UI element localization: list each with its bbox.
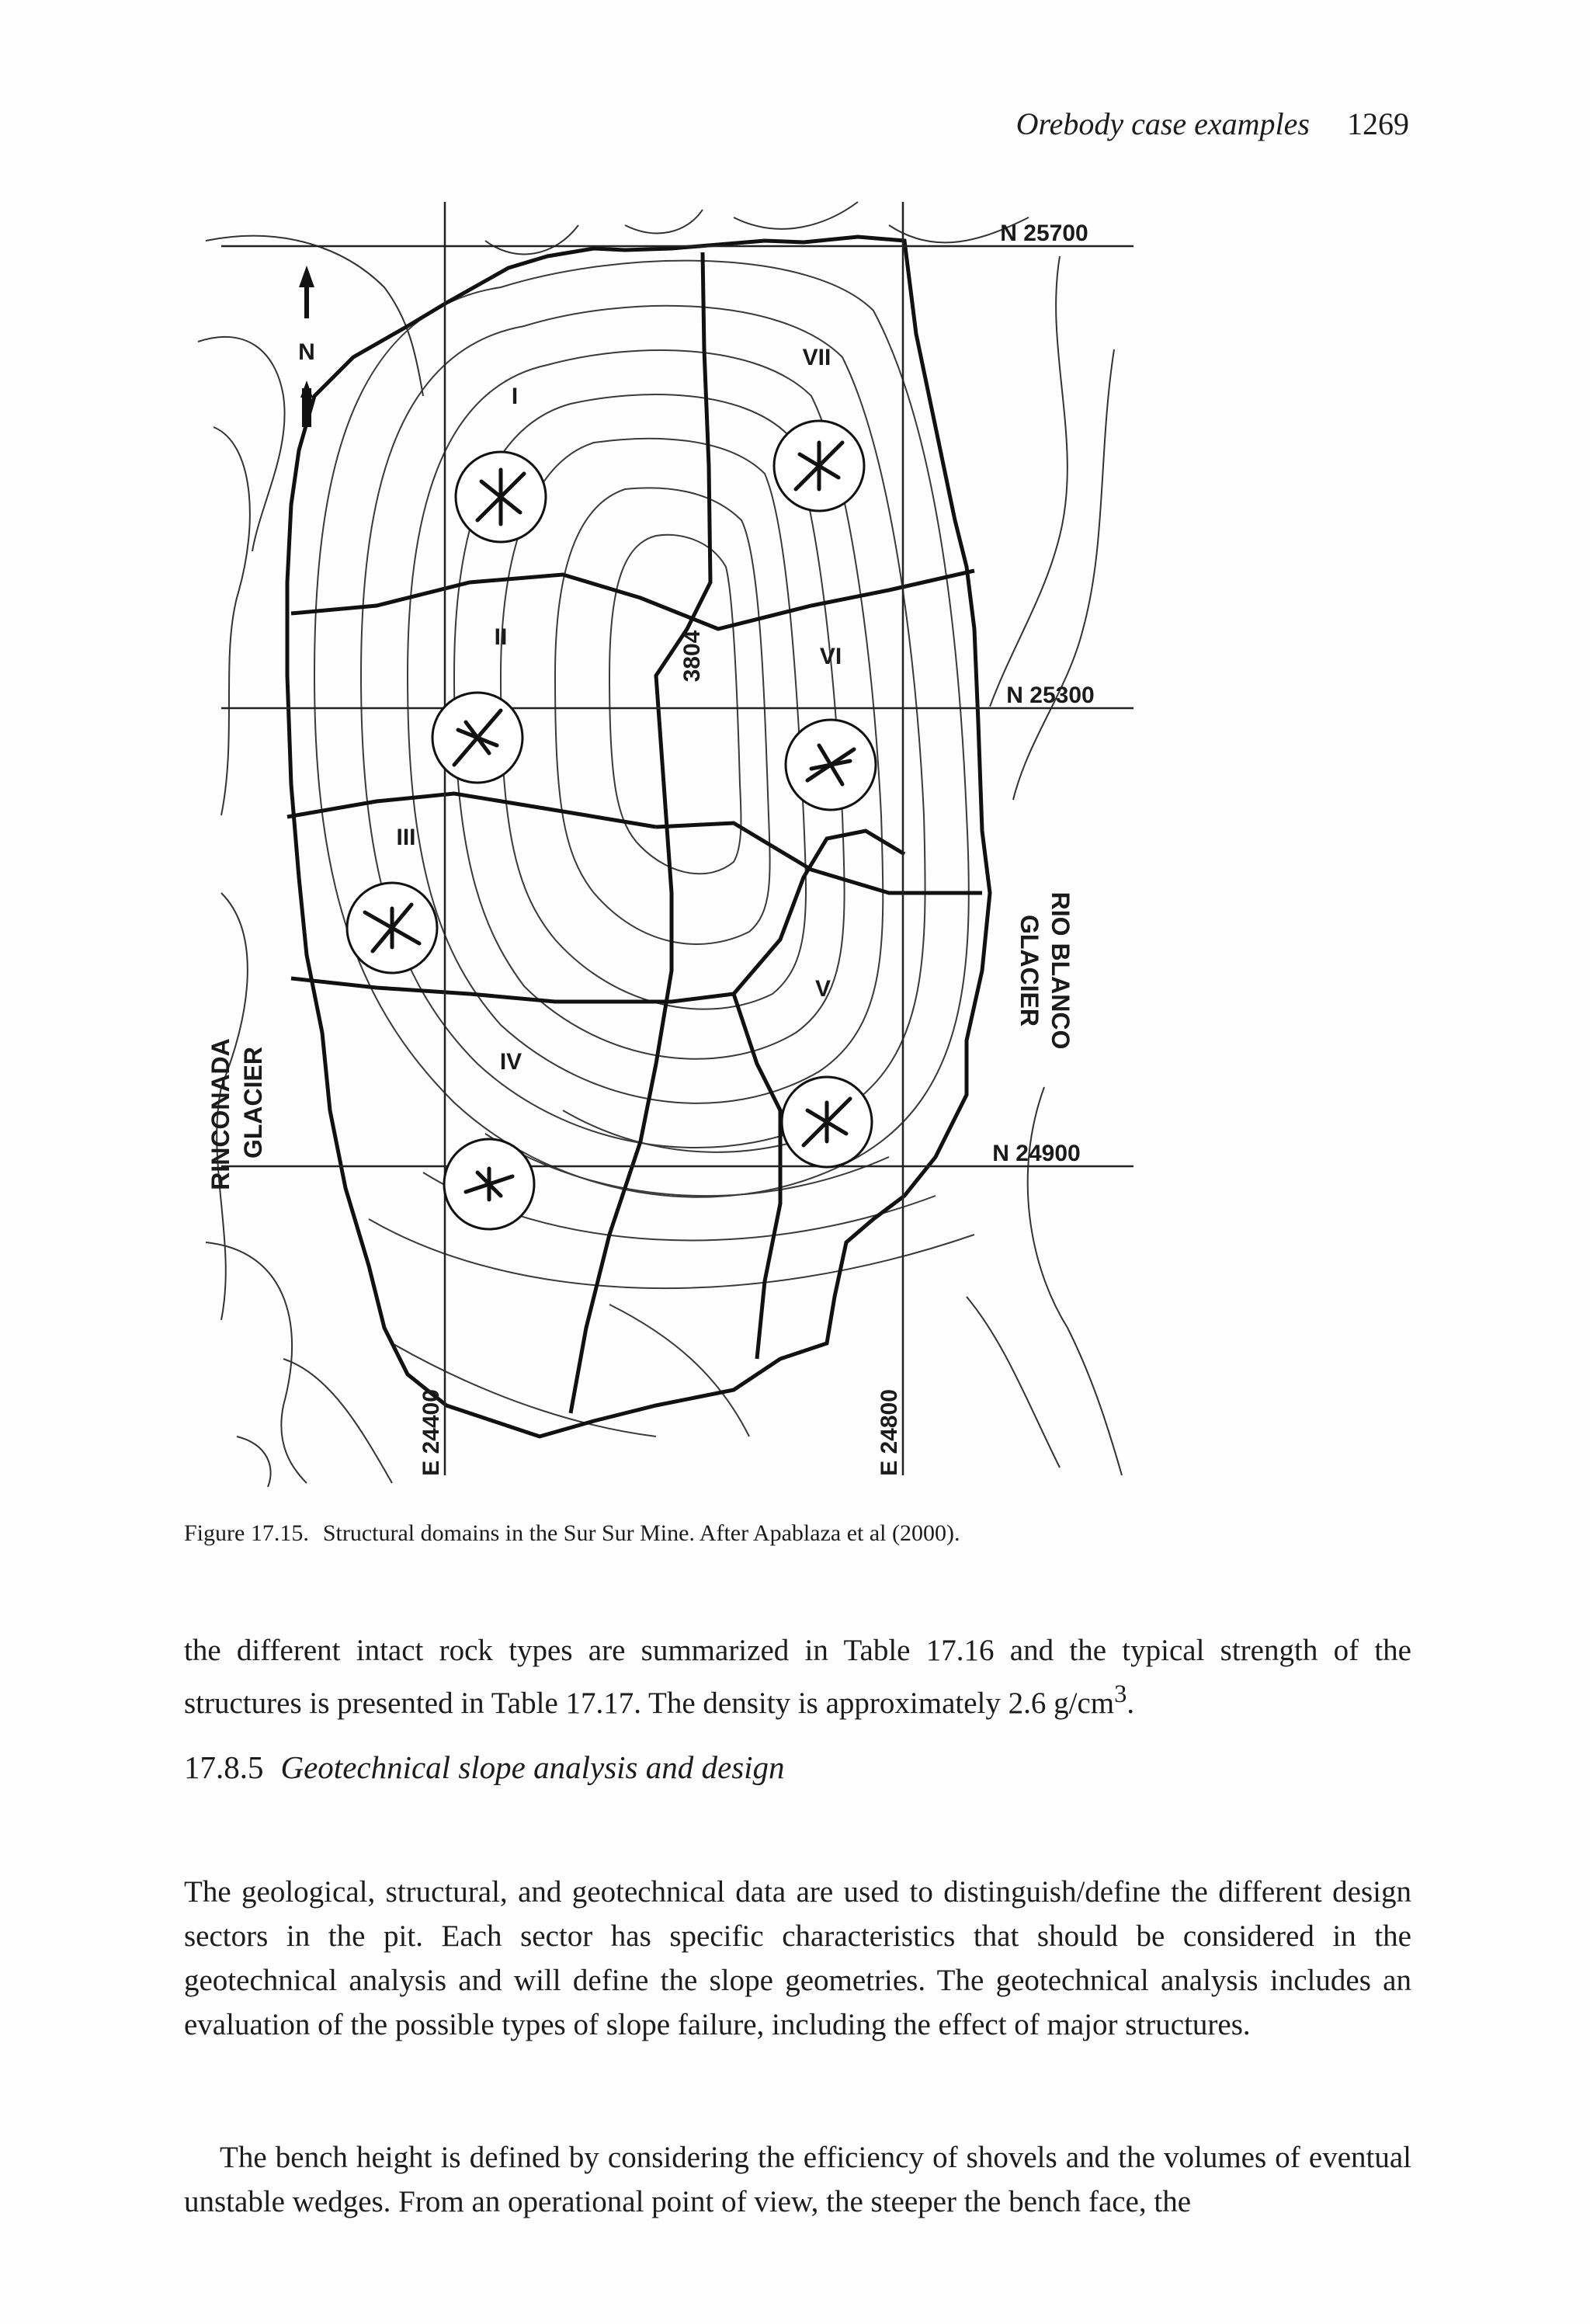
- paragraph-3: The bench height is defined by considering the efficiency of shovels and the volumes of eventual unstable wedges. From an operational point of view, the steeper the bench face, the: [184, 2141, 1411, 2218]
- section-line-label: 3804: [679, 630, 705, 683]
- domain-boundary: [734, 994, 780, 1359]
- pit-bench-contour: [501, 439, 806, 1009]
- contour-line: [990, 256, 1068, 707]
- domain-label-iii: III: [396, 825, 416, 850]
- running-head-title: Orebody case examples: [1015, 106, 1310, 141]
- pit-bench-contour: [369, 1219, 974, 1288]
- paragraph-1: [184, 1628, 1411, 1725]
- contour-line: [283, 1359, 392, 1483]
- glacier-label-rioblanco-line1: RIO BLANCO: [1047, 891, 1074, 1050]
- domain-label-vi: VI: [819, 644, 842, 669]
- domain-label-iv: IV: [499, 1049, 522, 1075]
- domain-label-vii: VII: [802, 345, 831, 370]
- domain-label-ii: II: [494, 624, 508, 650]
- contour-line: [485, 225, 578, 254]
- contour-line: [206, 236, 423, 396]
- running-head: [1016, 106, 1409, 142]
- domain-boundary: [287, 794, 656, 827]
- domain-boundary: [656, 823, 982, 893]
- paragraph-1-end: .: [1127, 1687, 1135, 1720]
- domain-label-i: I: [511, 384, 519, 409]
- grid-label-e24800: E 24800: [877, 1389, 902, 1476]
- page-number: 1269: [1347, 106, 1409, 141]
- pit-bench-contour: [314, 261, 969, 1197]
- glacier-label-rinconada-line2: GLACIER: [239, 1047, 267, 1159]
- grid-label-n25700: N 25700: [1000, 221, 1088, 246]
- paragraph-2: The geological, structural, and geotechnical data are used to distinguish/define the different design sectors in the pit. Each sector has specific characteristics that should be considered in the geotechnical analysis and will define the slope geometries. The geotechnical analysis includes an evaluation of the possible types of slope failure, including the effect of major structures.: [184, 1875, 1411, 2041]
- contour-line: [214, 427, 250, 815]
- section-number: 17.8.5: [184, 1749, 264, 1785]
- figure-number: Figure 17.15.: [184, 1520, 309, 1546]
- grid-label-e24400: E 24400: [418, 1389, 444, 1476]
- contour-line: [237, 1436, 271, 1487]
- pit-outline: [287, 237, 990, 1436]
- section-title: Geotechnical slope analysis and design: [280, 1749, 785, 1785]
- contour-line: [967, 1297, 1060, 1468]
- contour-line: [1013, 349, 1114, 800]
- north-arrow-label: N: [298, 339, 315, 365]
- glacier-label-rioblanco-line2: GLACIER: [1015, 915, 1043, 1027]
- glacier-label-rinconada-line1: RINCONADA: [207, 1038, 234, 1190]
- paragraph-1-superscript: 3: [1114, 1680, 1127, 1708]
- section-heading: [184, 1749, 785, 1786]
- structural-domains-map: [190, 194, 1141, 1487]
- contour-line: [734, 202, 858, 229]
- figure-caption: [184, 1520, 960, 1547]
- grid-label-n25300: N 25300: [1006, 683, 1095, 708]
- domain-boundary: [291, 571, 974, 629]
- pit-bench-contour: [609, 1304, 749, 1436]
- figure-caption-text: Structural domains in the Sur Sur Mine. After Apablaza et al (2000).: [322, 1520, 960, 1546]
- contour-line: [198, 337, 285, 551]
- paragraph-1-text: the different intact rock types are summarized in Table 17.16 and the typical strength of the structures is presented in Table 17.17. The density is approximately 2.6 g/cm: [184, 1634, 1411, 1720]
- domain-label-v: V: [814, 976, 831, 1002]
- contour-line: [625, 210, 703, 233]
- grid-label-n24900: N 24900: [992, 1141, 1081, 1166]
